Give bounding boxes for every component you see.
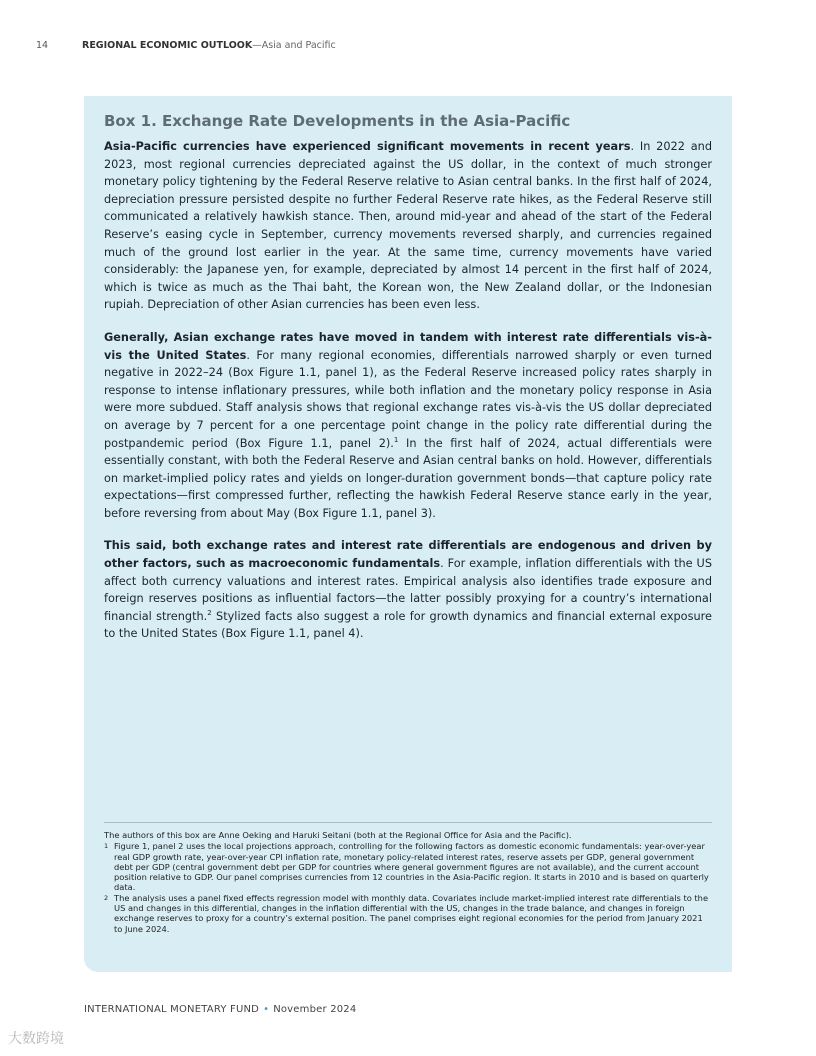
- paragraph-2: [104, 329, 712, 523]
- box-panel: [84, 96, 732, 972]
- running-header: [36, 40, 336, 51]
- page-number: 14: [36, 40, 49, 51]
- footnote-ref[interactable]: 2: [207, 609, 212, 618]
- paragraph-body: . For many regional economies, differentials narrowed sharply or even turned negative in 2022–24 (Box Figure 1.1, panel 1), as the Federal Reserve increased policy rates sharply in response to intense inflationary pressures, while both inflation and the monetary policy response in Asia were more subdued. Staff analysis shows that regional exchange rates vis-à-vis the US dollar depreciated on average by 7 percent for a one percentage point change in the policy rate differential during the postpandemic period (Box Figure 1.1, panel 2).: [104, 348, 713, 450]
- box-notes: [104, 822, 712, 934]
- watermark-text: 大数跨境: [8, 1031, 64, 1047]
- paragraph-body: . For example, inflation differentials with the US affect both currency valuations and interest rates. Empirical analysis also identifies trade exposure and foreign reserves positions as influential factors—the latter possibly proxying for a country’s international financial strength.: [104, 557, 712, 623]
- paragraph-body: . In 2022 and 2023, most regional currencies depreciated against the US dollar, in the context of much stronger monetary policy tightening by the Federal Reserve relative to Asian central banks. In the first half of 2024, depreciation pressure persisted despite no further Federal Reserve rate hikes, as the Federal Reserve still communicated a relatively hawkish stance. Then, around mid-year and ahead of the start of the Federal Reserve’s easing cycle in September, currency movements reversed sharply, and currencies regained much of the ground lost earlier in the year. At the same time, currency movements have varied considerably: the Japanese yen, for example, depreciated by almost 14 percent in the first half of 2024, which is twice as much as the Thai baht, the Korean won, the New Zealand dollar, or the Indonesian rupiah. Depreciation of other Asian currencies has been even less.: [104, 140, 712, 312]
- footnote: [104, 893, 712, 934]
- paragraph-1: [104, 138, 712, 314]
- paragraph-lead: Generally, Asian exchange rates have moved in tandem with interest rate differentials vis-à-vis the United States: [104, 330, 712, 362]
- paragraph-body-continued: In the first half of 2024, actual differentials were essentially constant, with both the Federal Reserve and Asian central banks on hold. However, differentials on market-implied policy rates and yields on longer-duration government bonds—that capture policy rate expectations—first compressed further, reflecting the hawkish Federal Reserve stance early in the year, before reversing from about May (Box Figure 1.1, panel 3).: [104, 436, 712, 520]
- footnote: [104, 841, 712, 892]
- footer-date: November 2024: [273, 1004, 357, 1015]
- footnote-mark: 2: [104, 893, 109, 902]
- footer-separator: •: [263, 1004, 270, 1015]
- footnote-text: The analysis uses a panel fixed effects regression model with monthly data. Covariates include market-implied interest rate differentials to the US and changes in this differential, changes in the inflation differential with the US, changes in the trade balance, and changes in foreign exchange reserves to proxy for a country’s external position. The panel comprises eight regional economies for the period from January 2021 to June 2024.: [114, 892, 709, 934]
- footnote-mark: 1: [104, 842, 109, 851]
- footer-organization: INTERNATIONAL MONETARY FUND: [84, 1004, 260, 1015]
- publication-title: REGIONAL ECONOMIC OUTLOOK: [82, 40, 253, 51]
- paragraph-3: [104, 537, 712, 643]
- paragraph-body-continued: Stylized facts also suggest a role for growth dynamics and financial external exposure to the United States (Box Figure 1.1, panel 4).: [104, 609, 712, 641]
- paragraph-lead: Asia-Pacific currencies have experienced significant movements in recent years: [104, 140, 631, 153]
- footnote-ref[interactable]: 1: [393, 435, 399, 444]
- footnote-text: Figure 1, panel 2 uses the local projections approach, controlling for the following factors as domestic economic fundamentals: year-over-year real GDP growth rate, year-over-year CPI inflation rate, monetary policy-related interest rates, reserve assets per GDP, general government debt per GDP (central government debt per GDP for countries where general government figures are not available), and the current account position relative to GDP. Our panel comprises currencies from 12 countries in the Asia-Pacific region. It starts in 2010 and is based on quarterly data.: [114, 841, 709, 893]
- watermark: [8, 1028, 64, 1048]
- authors-note: The authors of this box are Anne Oeking and Haruki Seitani (both at the Regional Office for Asia and the Pacific).: [104, 830, 572, 840]
- section-title: —Asia and Pacific: [252, 40, 336, 51]
- paragraph-lead: This said, both exchange rates and interest rate differentials are endogenous and driven by other factors, such as macroeconomic fundamentals: [104, 539, 712, 571]
- box-title: Box 1. Exchange Rate Developments in the Asia-Pacific: [104, 112, 571, 130]
- page-footer: [84, 1004, 356, 1015]
